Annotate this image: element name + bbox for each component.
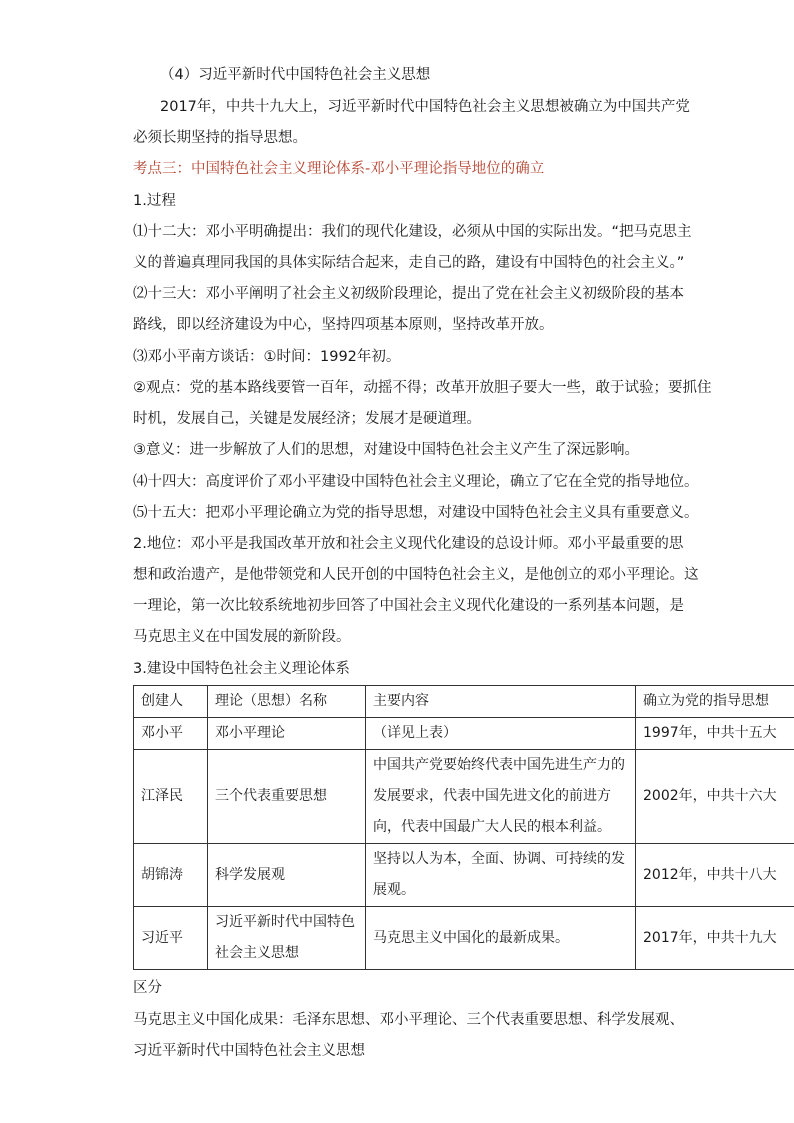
kp3-title: 考点三：中国特色社会主义理论体系-邓小平理论指导地位的确立 [133,161,545,177]
theory-table [133,685,794,970]
creator-cell: 胡锦涛 [134,844,208,907]
process-3-view-line2: 时机，发展自己，关键是发展经济；发展才是硬道理。 [133,411,481,427]
theory-name-cell [208,907,366,970]
creator-cell: 习近平 [134,907,208,970]
content-line: 向，代表中国最广大人民的根本利益。 [373,819,611,835]
theory-name-line: 习近平新时代中国特色 [215,914,355,930]
theory-name-cell [208,844,366,907]
theory-name-line: 科学发展观 [215,866,285,883]
table-row [134,750,794,844]
process-3: ⑶邓小平南方谈话：①时间：1992年初。 [133,349,401,365]
content-cell [366,844,636,907]
header-content: 主要内容 [366,686,636,718]
process-4: ⑷十四大：高度评价了邓小平建设中国特色社会主义理论，确立了它在全党的指导地位。 [133,474,699,490]
process-1-line2: 义的普遍真理同我国的具体实际结合起来，走自己的路，建设有中国特色的社会主义。” [133,255,685,271]
status-line2: 想和政治遗产，是他带领党和人民开创的中国特色社会主义，是他创立的邓小平理论。这 [133,567,699,583]
table-row [134,907,794,970]
creator-cell: 邓小平 [134,718,208,750]
process-2-line2: 路线，即以经济建设为中心，坚持四项基本原则，坚持改革开放。 [133,317,554,333]
theory-name-cell [208,750,366,844]
header-established: 确立为党的指导思想 [636,686,794,718]
status-line1: 2.地位：邓小平是我国改革开放和社会主义现代化建设的总设计师。邓小平最重要的思 [133,536,684,552]
process-2-line1: ⑵十三大：邓小平阐明了社会主义初级阶段理论，提出了党在社会主义初级阶段的基本 [133,286,684,302]
established-cell: 2012年，中共十八大 [636,844,794,907]
content-line: 坚持以人为本，全面、协调、可持续的发 [373,851,625,867]
table-row [134,718,794,750]
theory-name-line: 邓小平理论 [215,725,285,741]
section-4-body-line2: 必须长期坚持的指导思想。 [133,130,307,146]
theory-name-line: 社会主义思想 [215,945,299,961]
established-cell: 2017年，中共十九大 [636,907,794,970]
process-1-line1: ⑴十二大：邓小平明确提出：我们的现代化建设，必须从中国的实际出发。“把马克思主 [133,224,692,240]
section-4-body-line1: 2017年，中共十九大上，习近平新时代中国特色社会主义思想被确立为中国共产党 [160,99,690,115]
process-3-view-line1: ②观点：党的基本路线要管一百年，动摇不得；改革开放胆子要大一些，敢于试验；要抓住 [133,380,712,396]
process-3-significance: ③意义：进一步解放了人们的思想，对建设中国特色社会主义产生了深远影响。 [133,442,639,458]
theory-name-cell [208,718,366,750]
table-row [134,844,794,907]
content-line: 发展要求，代表中国先进文化的前进方 [373,788,611,804]
established-cell: 2002年，中共十六大 [636,750,794,844]
status-line4: 马克思主义在中国发展的新阶段。 [133,629,351,645]
content-line: 中国共产党要始终代表中国先进生产力的 [373,757,625,773]
status-line3: 一理论，第一次比较系统地初步回答了中国社会主义现代化建设的一系列基本问题，是 [133,598,684,614]
header-theory-name: 理论（思想）名称 [208,686,366,718]
content-cell [366,718,636,750]
section-4-heading: （4）习近平新时代中国特色社会主义思想 [160,67,431,83]
content-line: 马克思主义中国化的最新成果。 [373,929,569,946]
achievements-line1: 马克思主义中国化成果：毛泽东思想、邓小平理论、三个代表重要思想、科学发展观、 [133,1012,684,1028]
established-cell: 1997年，中共十五大 [636,718,794,750]
process-heading: 1.过程 [133,193,176,209]
process-5: ⑸十五大：把邓小平理论确立为党的指导思想，对建设中国特色社会主义具有重要意义。 [133,505,699,521]
content-cell [366,907,636,970]
content-line: 展观。 [373,882,415,898]
header-creator: 创建人 [134,686,208,718]
table-header-row [134,686,794,718]
distinguish-label: 区分 [133,980,162,996]
content-cell [366,750,636,844]
theory-name-line: 三个代表重要思想 [215,788,327,804]
achievements-line2: 习近平新时代中国特色社会主义思想 [133,1043,365,1059]
system-heading: 3.建设中国特色社会主义理论体系 [133,661,350,677]
content-line: （详见上表） [373,725,457,741]
creator-cell: 江泽民 [134,750,208,844]
